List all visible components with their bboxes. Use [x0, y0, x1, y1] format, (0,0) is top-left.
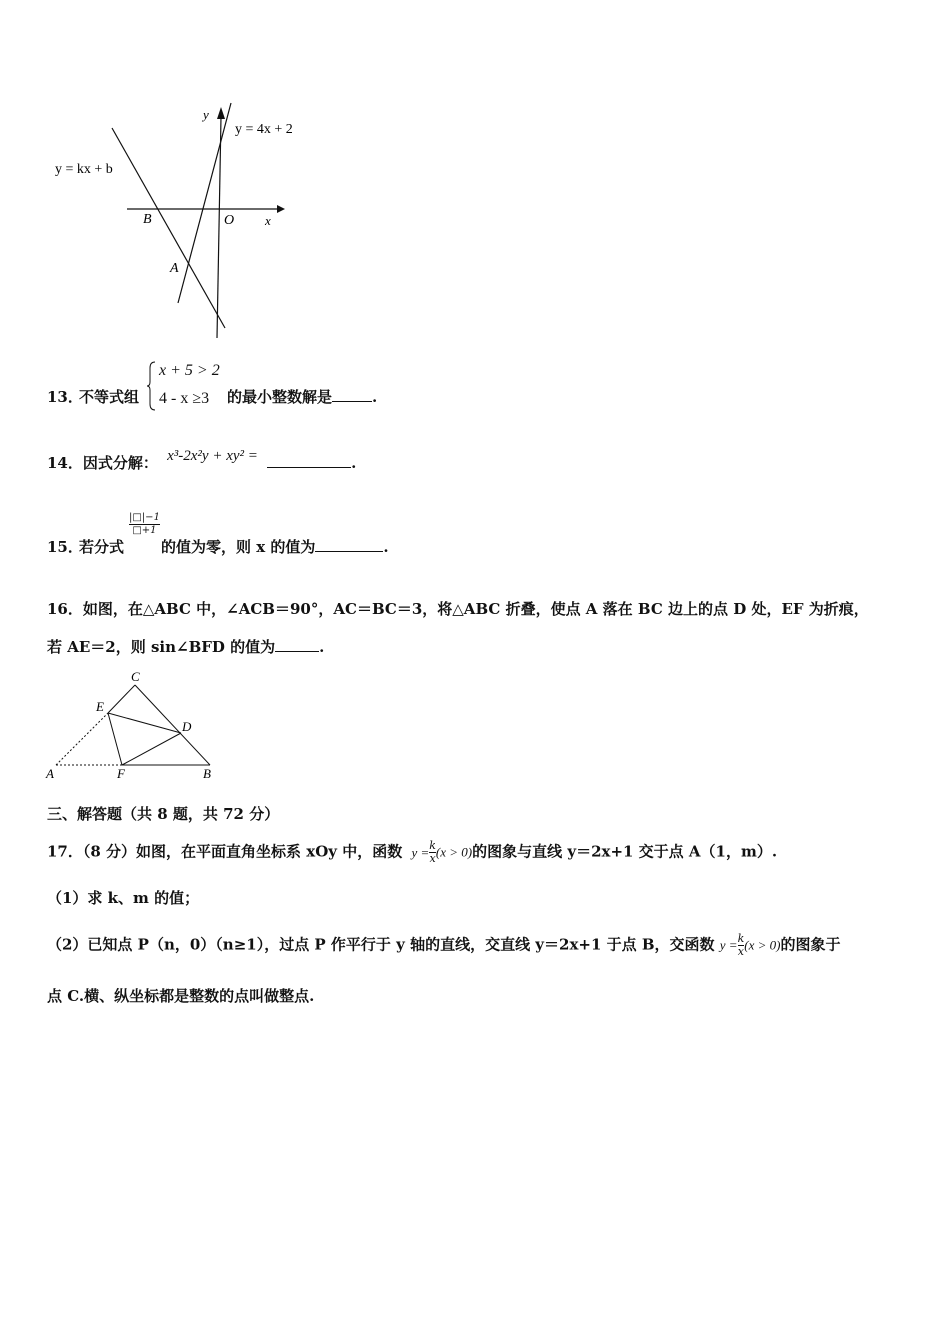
segment-ae-dotted	[56, 713, 108, 765]
q14-prefix: 因式分解：	[82, 454, 158, 472]
q13-suffix: 的最小整数解是 .	[227, 388, 378, 406]
q17-part2-func-cond: (x > 0)	[744, 937, 781, 953]
label-axis-y: y	[203, 107, 209, 122]
section-3-title: 三、解答题（共 8 题，共 72 分）	[47, 805, 280, 823]
question-14: 14．因式分解： x³-2x²y + xy² = .	[47, 448, 357, 472]
q17-func-cond: (x > 0)	[435, 844, 473, 860]
q17-part2-func-lhs: y =	[719, 937, 738, 953]
q16-answer-blank[interactable]	[275, 637, 319, 652]
label-point-b: B	[143, 212, 152, 227]
label-e: E	[96, 699, 104, 714]
q13-inequality-1: x + 5 > 2	[159, 362, 220, 379]
q13-inequality-2: 4 - x ≥3	[159, 390, 210, 407]
q13-number: 13．	[47, 388, 83, 406]
question-17-intro: 17．（8 分）如图，在平面直角坐标系 xOy 中，函数 y = $\frac{k}{x}$ (x > 0)的图象与直线 y＝2x+1 交于点 A（1，m）.	[47, 839, 778, 865]
folded-triangle-diagram	[40, 665, 230, 785]
q15-suffix: 的值为零，则 x 的值为 .	[161, 538, 389, 556]
label-axis-x: x	[265, 213, 271, 228]
q13-brace	[147, 360, 157, 412]
q13-prefix: 不等式组	[79, 388, 140, 406]
question-17-part-1: （1）求 k、m 的值；	[47, 889, 200, 907]
label-point-o: O	[224, 213, 235, 228]
label-a: A	[46, 766, 54, 781]
label-f: F	[117, 766, 125, 781]
linear-functions-graph	[45, 95, 315, 345]
label-point-a: A	[170, 261, 179, 276]
label-c: C	[131, 669, 140, 684]
y-axis-arrow	[217, 107, 225, 119]
label-d: D	[182, 719, 192, 734]
segment-fd	[122, 733, 181, 765]
q14-expression: x³-2x²y + xy² =	[167, 448, 258, 464]
q15-answer-blank[interactable]	[315, 537, 383, 552]
q15-denominator: □+1	[132, 525, 157, 536]
segment-cb	[135, 685, 210, 765]
line-kx-b	[112, 128, 225, 328]
label-b: B	[203, 766, 211, 781]
question-16-line-1: 16．如图，在△ABC 中，∠ACB＝90°，AC＝BC＝3，将△ABC 折叠，使点 A 落在 BC 边上的点 D 处，EF 为折痕，	[47, 600, 869, 618]
x-axis-arrow	[277, 205, 285, 213]
q15-fraction	[129, 512, 160, 537]
q17-func-lhs: y =	[411, 844, 430, 860]
q15-number: 15．	[47, 538, 83, 556]
label-line-kx-b: y = kx + b	[55, 162, 113, 177]
label-line-4x-2: y = 4x + 2	[235, 122, 293, 137]
segment-ef	[108, 713, 122, 765]
q14-answer-blank[interactable]	[267, 453, 351, 468]
q17-part2-func-fraction: $\frac{k}{x}$	[737, 932, 745, 958]
q17-number: 17．	[47, 842, 83, 861]
q15-numerator: |□|−1	[129, 512, 160, 523]
question-17-part-2: （2）已知点 P（n，0）（n≥1），过点 P 作平行于 y 轴的直线，交直线 y＝2x+1 于点 B，交函数 y = $\frac{k}{x}$ (x > 0)的图象于	[47, 932, 841, 958]
line-4x-2	[178, 103, 231, 303]
question-16-line-2: 若 AE＝2，则 sin∠BFD 的值为 .	[47, 638, 325, 656]
question-17-part-2-line-2: 点 C.横、纵坐标都是整数的点叫做整点.	[47, 987, 315, 1005]
q15-prefix: 若分式	[79, 538, 125, 556]
q14-number: 14．	[47, 454, 83, 472]
segment-ce	[108, 685, 135, 713]
q13-answer-blank[interactable]	[332, 387, 372, 402]
q17-func-fraction: $\frac{k}{x}$	[429, 839, 436, 865]
